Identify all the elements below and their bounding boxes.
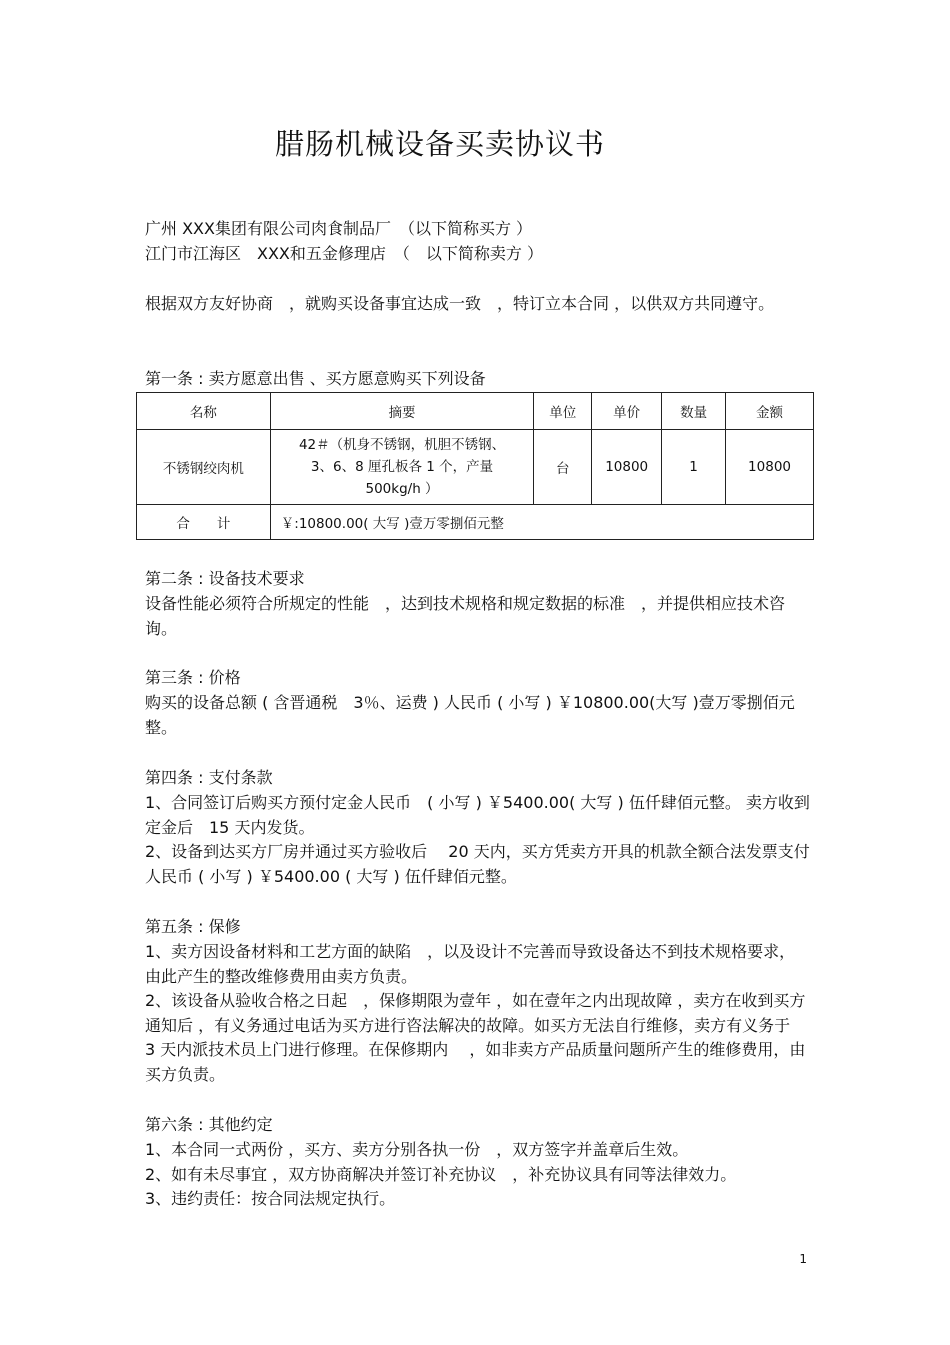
col-header-unit: 单位 <box>534 393 592 430</box>
article-2-heading: 第二条 : 设备技术要求 <box>145 569 305 588</box>
summary-line: 500kg/h ） <box>365 481 439 497</box>
buyer-party: 广州 XXX集团有限公司肉食制品厂 （以下简称买方 ） <box>145 219 533 238</box>
page-number: 1 <box>799 1252 807 1266</box>
article-2-body <box>145 592 810 641</box>
table-header-row <box>137 393 814 430</box>
article-5-body <box>145 940 810 1087</box>
total-label: 合 计 <box>137 505 271 540</box>
article-3-heading: 第三条 : 价格 <box>145 668 241 687</box>
intro-paragraph <box>145 292 810 317</box>
table-total-row <box>137 505 814 540</box>
cell-summary <box>270 430 534 505</box>
article-3-body <box>145 691 810 740</box>
article-4-item: 1、合同签订后购买方预付定金人民币 ( 小写 ) ￥5400.00( 大写 ) 伍仟肆佰元整。 卖方收到定金后 15 天内发货。 <box>145 793 810 837</box>
article-4-heading: 第四条 : 支付条款 <box>145 768 273 787</box>
col-header-amount: 金额 <box>726 393 814 430</box>
article-5-item: 1、卖方因设备材料和工艺方面的缺陷 ，以及设计不完善而导致设备达不到技术规格要求，由此产生的整改维修费用由卖方负责。 <box>145 942 796 986</box>
article-5-item: 2、该设备从验收合格之日起 ，保修期限为壹年 ，如在壹年之内出现故障 ，卖方在收到买方通知后 ，有义务通过电话为买方进行咨法解决的故障。如买方无法自行维修，卖方有义务于 3 天内派技术员上门进行修理。在保修期内 ，如非卖方产品质量问题所产生的维修费用，由买方负责。 <box>145 991 807 1084</box>
document-title: 腊肠机械设备买卖协议书 <box>274 127 605 161</box>
col-header-summary: 摘要 <box>270 393 534 430</box>
table-row <box>137 430 814 505</box>
cell-price: 10800 <box>592 430 662 505</box>
article-3-text: 购买的设备总额 ( 含晋通税 3％、运费 ) 人民币 ( 小写 ) ￥10800.00(大写 )壹万零捌佰元整。 <box>145 693 795 737</box>
article-6-item: 2、如有未尽事宜 ，双方协商解决并签订补充协议 ，补充协议具有同等法律效力。 <box>145 1164 737 1184</box>
summary-line: 3、6、8 厘孔板各 1 个，产量 <box>310 459 494 475</box>
article-1-heading: 第一条 : 卖方愿意出售 、买方愿意购买下列设备 <box>145 369 486 388</box>
col-header-price: 单价 <box>592 393 662 430</box>
intro-text: 根据双方友好协商 ，就购买设备事宜达成一致 ，特订立本合同 ，以供双方共同遵守。 <box>145 294 775 313</box>
col-header-qty: 数量 <box>662 393 726 430</box>
cell-amount: 10800 <box>726 430 814 505</box>
article-5-heading: 第五条 : 保修 <box>145 917 241 936</box>
equipment-table <box>136 392 814 540</box>
article-6-body <box>145 1138 810 1212</box>
article-6-heading: 第六条 : 其他约定 <box>145 1115 273 1134</box>
cell-qty: 1 <box>662 430 726 505</box>
article-2-text: 设备性能必须符合所规定的性能 ，达到技术规格和规定数据的标准 ，并提供相应技术咨询。 <box>145 594 786 638</box>
article-6-item: 1、本合同一式两份 ，买方、卖方分别各执一份 ，双方签字并盖章后生效。 <box>145 1140 689 1159</box>
cell-unit: 台 <box>534 430 592 505</box>
seller-party: 江门市江海区 XXX和五金修理店 （ 以下简称卖方 ） <box>145 244 543 263</box>
total-value: ￥:10800.00( 大写 )壹万零捌佰元整 <box>270 505 813 540</box>
article-6-item: 3、违约责任：按合同法规定执行。 <box>145 1189 396 1208</box>
article-4-body <box>145 791 810 889</box>
article-4-item: 2、设备到达买方厂房并通过买方验收后 20 天内，买方凭卖方开具的机款全额合法发票支付人民币 ( 小写 ) ￥5400.00 ( 大写 ) 伍仟肆佰元整。 <box>145 842 810 886</box>
cell-name: 不锈钢绞肉机 <box>137 430 271 505</box>
summary-line: 42＃（机身不锈钢，机胆不锈钢、 <box>298 437 506 453</box>
col-header-name: 名称 <box>137 393 271 430</box>
